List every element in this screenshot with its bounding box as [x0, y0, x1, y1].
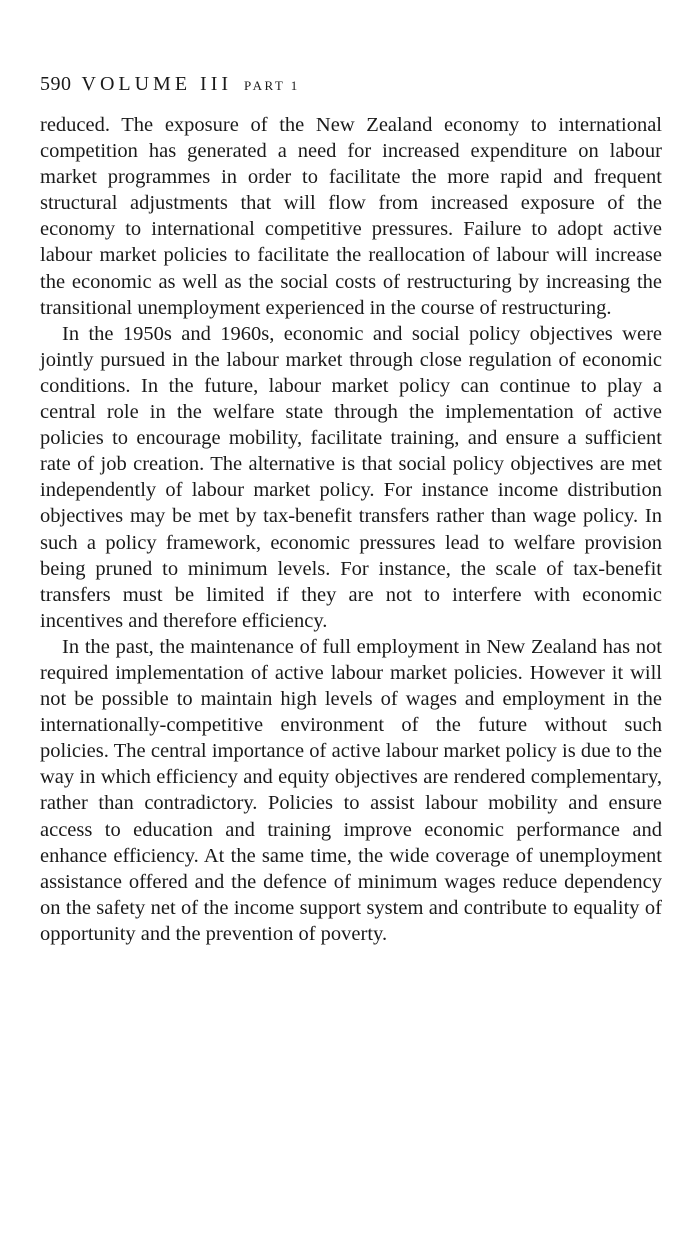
part-label: PART 1: [244, 78, 300, 93]
paragraph-continued: reduced. The exposure of the New Zealand economy to international competition has generated a need for increased expenditure on labour market programmes in order to facilitate the more rapid and frequent structural adjustments that will flow from increased exposure of the economy to international competitive pressures. Failure to adopt active labour market policies to facilitate the reallocation of labour will increase the economic as well as the social costs of restructuring by increasing the transitional unemployment experienced in the course of restructuring.: [40, 114, 662, 319]
page-number: 590: [40, 73, 72, 95]
volume-label: VOLUME III: [81, 73, 233, 95]
body-text: [40, 112, 662, 947]
paragraph: In the past, the maintenance of full employment in New Zealand has not required implementation of active labour market policies. However it will not be possible to maintain high levels of wages and employment in the internationally-competitive environment of the future without such policies. The central importance of active labour market policy is due to the way in which efficiency and equity objectives are rendered complementary, rather than contradictory. Policies to assist labour mobility and ensure access to education and training improve economic performance and enhance efficiency. At the same time, the wide coverage of unemployment assistance offered and the defence of minimum wages reduce dependency on the safety net of the income support system and contribute to equality of opportunity and the prevention of poverty.: [40, 635, 662, 945]
running-head: [40, 70, 662, 100]
paragraph: In the 1950s and 1960s, economic and social policy objectives were jointly pursued in the labour market through close regulation of economic conditions. In the future, labour market policy can continue to play a central role in the welfare state through the implementation of active policies to encourage mobility, facilitate training, and ensure a sufficient rate of job creation. The alternative is that social policy objectives are met independently of labour market policy. For instance income distribution objectives may be met by tax-benefit transfers rather than wage policy. In such a policy framework, economic pressures lead to welfare provision being pruned to minimum levels. For instance, the scale of tax-benefit transfers must be limited if they are not to interfere with economic incentives and therefore efficiency.: [40, 322, 662, 632]
book-page: [40, 70, 662, 947]
